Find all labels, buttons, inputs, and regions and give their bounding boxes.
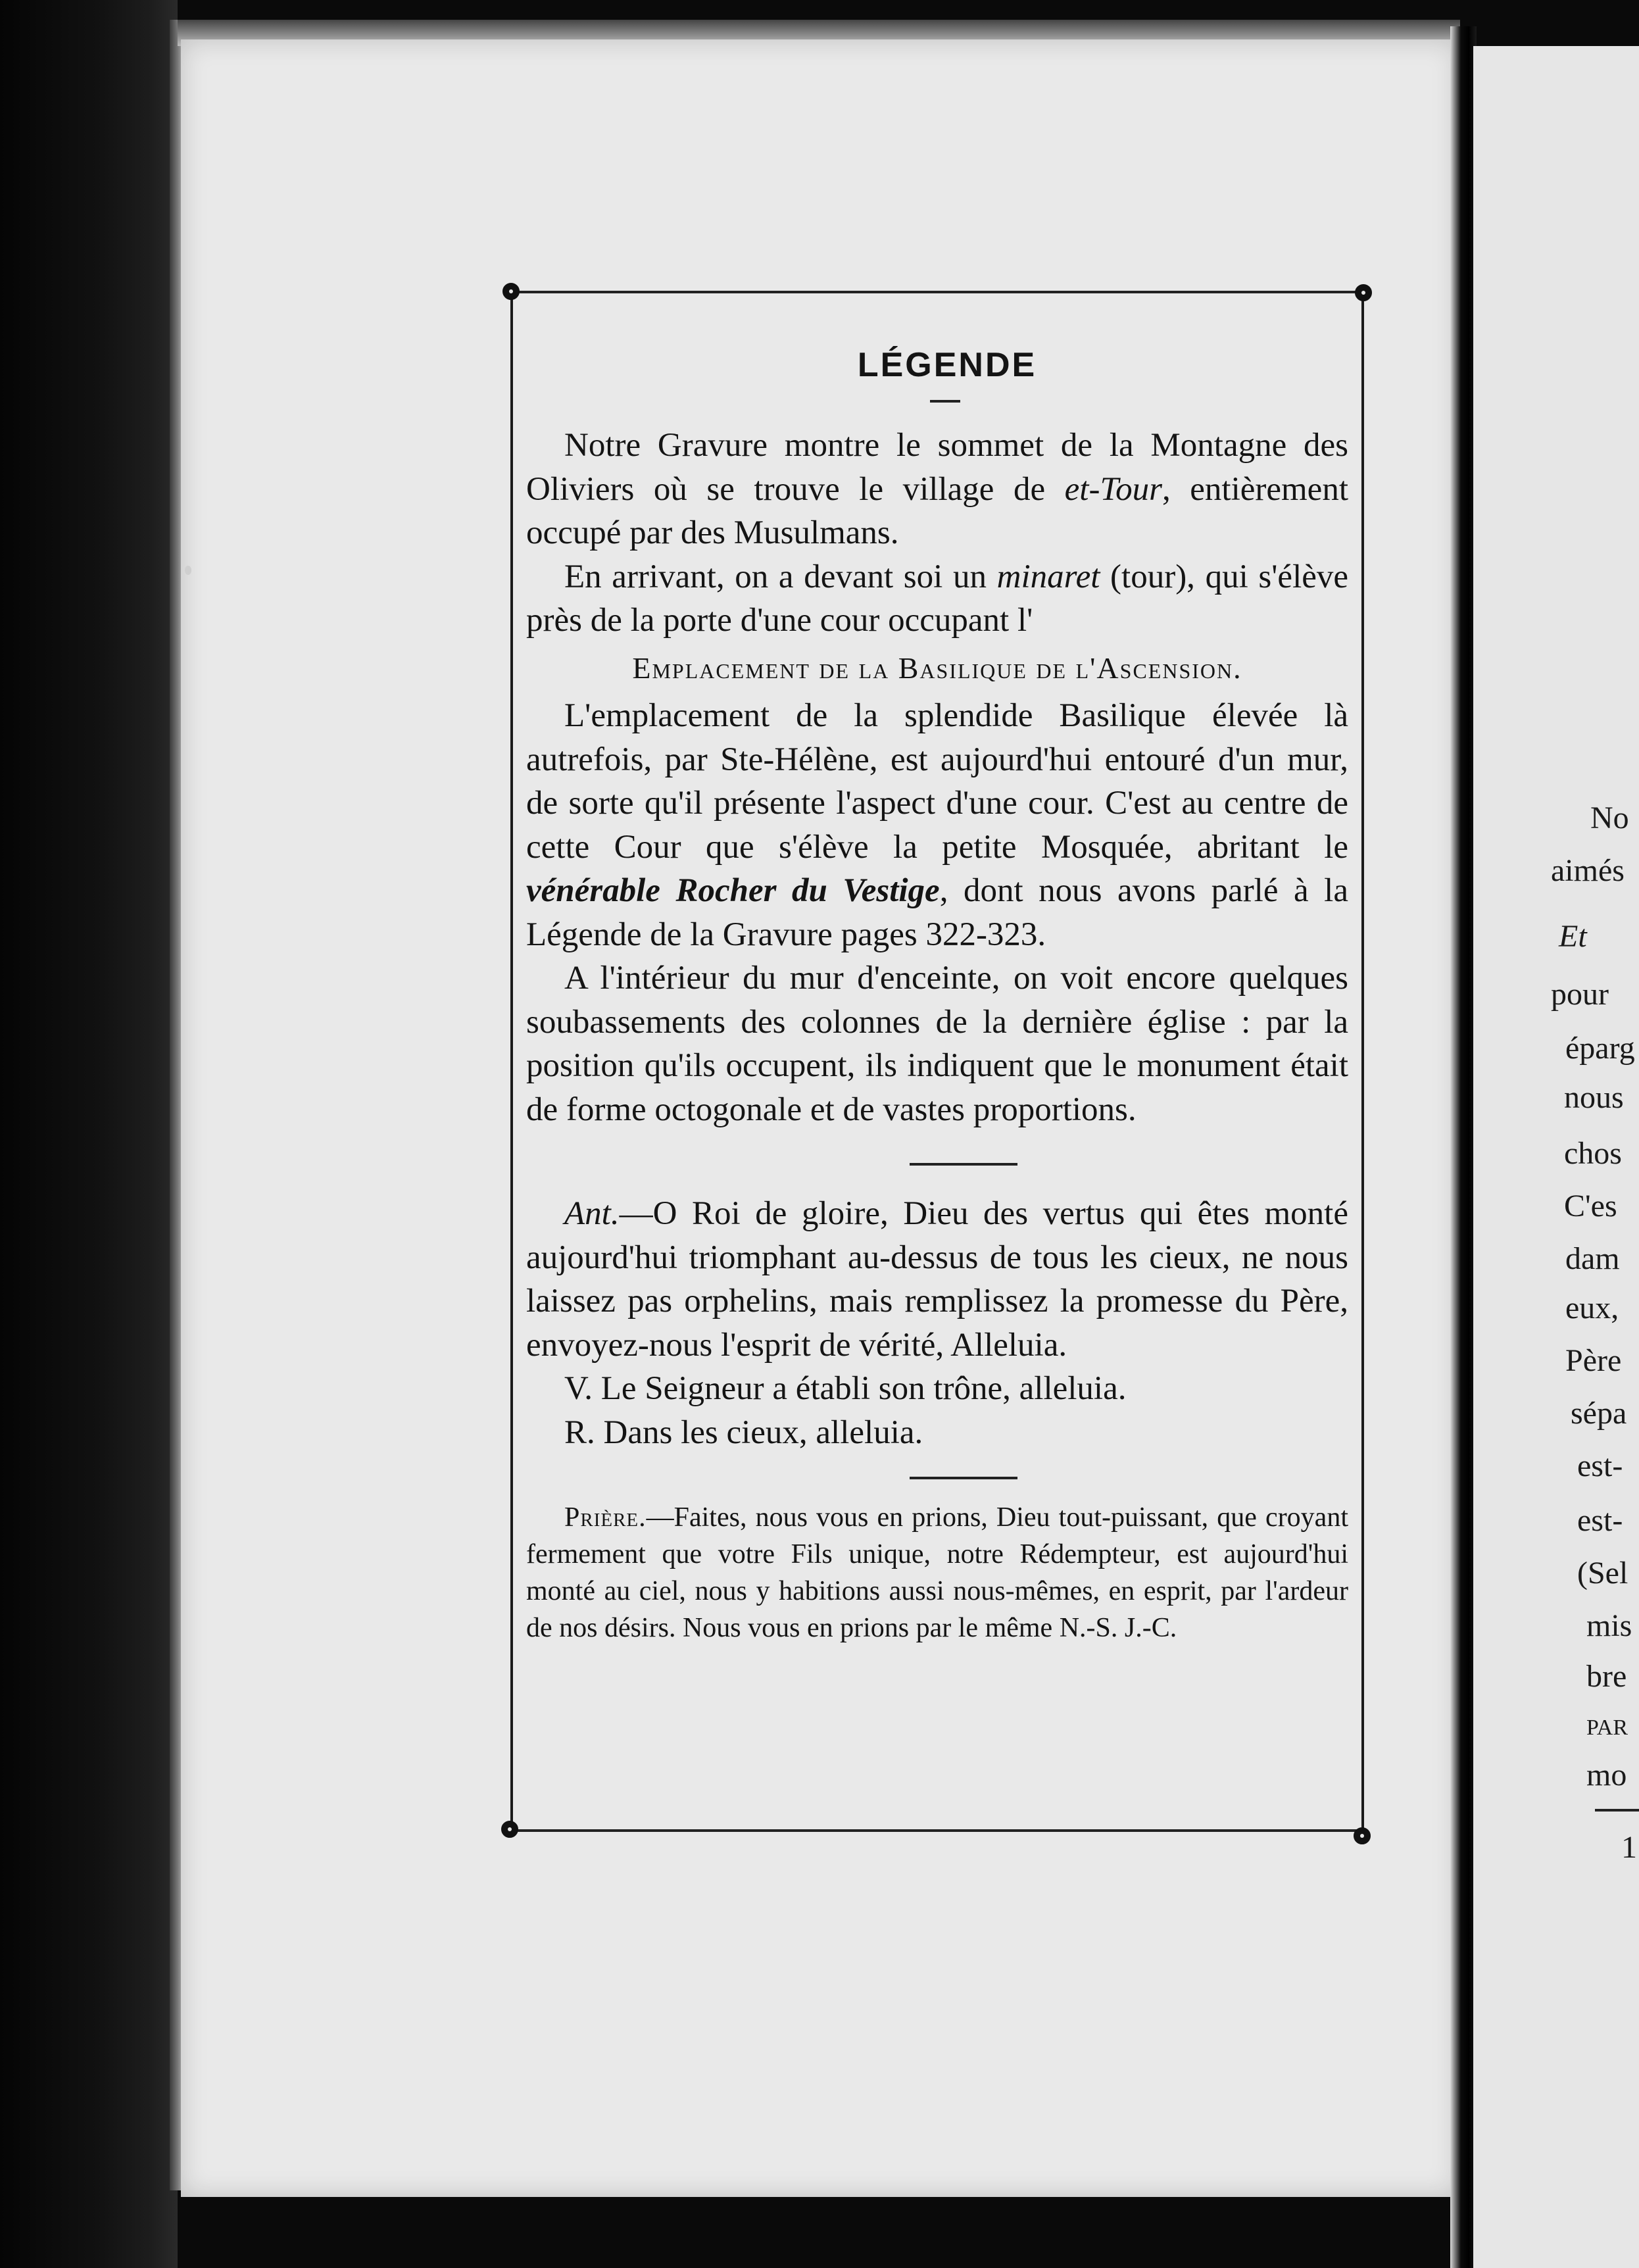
paragraph-walls: A l'intérieur du mur d'enceinte, on voit encore quelques soubassements des colonnes de la dernière église : par la position qu'ils occupent, ils indiquent que le monument était de forme octogonale et de vastes proportions. <box>526 960 1348 1128</box>
facing-text-fragment: chos <box>1564 1136 1622 1171</box>
frame-bottom-rule <box>510 1829 1364 1832</box>
prayer-lead: Prière. <box>564 1502 647 1533</box>
frame-corner-ornament <box>501 1821 518 1838</box>
facing-text-fragment: dam <box>1565 1241 1620 1276</box>
facing-text-fragment: est- <box>1577 1503 1623 1538</box>
page-mark <box>185 566 191 575</box>
legend-title: LÉGENDE <box>857 346 1037 384</box>
legend-content <box>526 342 1348 1646</box>
facing-text-fragment: Et <box>1559 919 1587 954</box>
facing-text-fragment: bre <box>1586 1659 1627 1694</box>
minaret-term: minaret <box>996 558 1100 595</box>
frame-corner-ornament <box>502 283 520 300</box>
paragraph-intro: Notre Gravure montre le sommet de la Montagne des Oliviers où se trouve le village de et-Tour, entièrement occupé par des Musulmans. <box>526 427 1348 551</box>
book-gutter <box>1450 26 1477 2268</box>
section-heading: Emplacement de la Basilique de l'Ascension. <box>632 651 1242 685</box>
facing-text-fragment: pour <box>1551 977 1609 1012</box>
facing-text-fragment: mo <box>1586 1758 1627 1792</box>
facing-text-fragment: Père <box>1565 1343 1622 1378</box>
antiphon-label: Ant. <box>564 1195 620 1232</box>
facing-text-fragment: aimés <box>1551 853 1625 888</box>
facing-text-fragment: No <box>1590 801 1629 835</box>
paragraph-arrival: En arrivant, on a devant soi un minaret (tour), qui s'élève près de la porte d'une cour occupant l' <box>526 558 1349 639</box>
facing-text-fragment: sépa <box>1571 1396 1627 1431</box>
book-spine-shadow <box>0 0 178 2268</box>
facing-text-fragment: mis <box>1586 1608 1632 1643</box>
facing-text-fragment: nous <box>1564 1080 1624 1115</box>
prayer: Prière.—Faites, nous vous en prions, Dieu tout-puissant, que croyant fermement que votre Fils unique, notre Rédempteur, est aujourd'hui monté au ciel, nous y habitions aussi nous-mêmes, en esprit, par l'ardeur de nos désirs. Nous vous en prions par le même N.-S. J.-C. <box>526 1502 1348 1643</box>
facing-page-number: 1 <box>1621 1830 1637 1865</box>
antiphon: Ant.—O Roi de gloire, Dieu des vertus qui êtes monté aujourd'hui triomphant au-dessus de tous les cieux, ne nous laissez pas orphelins, mais remplissez la promesse du Père, envoyez-nous l'esprit de vérité, Alleluia. <box>526 1195 1348 1364</box>
section-divider <box>910 1163 1017 1166</box>
versicle: V. Le Seigneur a établi son trône, alleluia. <box>564 1370 1127 1407</box>
facing-text-fragment: eux, <box>1565 1291 1619 1325</box>
facing-text-fragment: (Sel <box>1577 1556 1628 1590</box>
facing-text-fragment: est- <box>1577 1448 1623 1483</box>
facing-text-fragment: PAR <box>1586 1715 1628 1740</box>
section-divider <box>910 1477 1017 1479</box>
place-name: et-Tour <box>1064 470 1162 508</box>
title-dash <box>930 400 960 403</box>
paragraph-basilica: L'emplacement de la splendide Basilique élevée là autrefois, par Ste-Hélène, est aujourd'hui entouré d'un mur, de sorte qu'il présente l'aspect d'une cour. C'est au centre de cette Cour que s'élève la petite Mosquée, abritant le vénérable Rocher du Vestige, dont nous avons parlé à la Légende de la Gravure pages 322-323. <box>526 697 1348 953</box>
facing-rule <box>1595 1809 1639 1812</box>
response: R. Dans les cieux, alleluia. <box>564 1414 923 1451</box>
facing-text-fragment: éparg <box>1565 1031 1635 1066</box>
frame-corner-ornament <box>1354 1827 1371 1844</box>
facing-page <box>1473 46 1639 2268</box>
frame-top-rule <box>510 291 1364 293</box>
facing-text-fragment: C'es <box>1564 1189 1617 1223</box>
rock-name: vénérable Rocher du Vestige <box>526 872 940 909</box>
frame-corner-ornament <box>1355 284 1372 301</box>
